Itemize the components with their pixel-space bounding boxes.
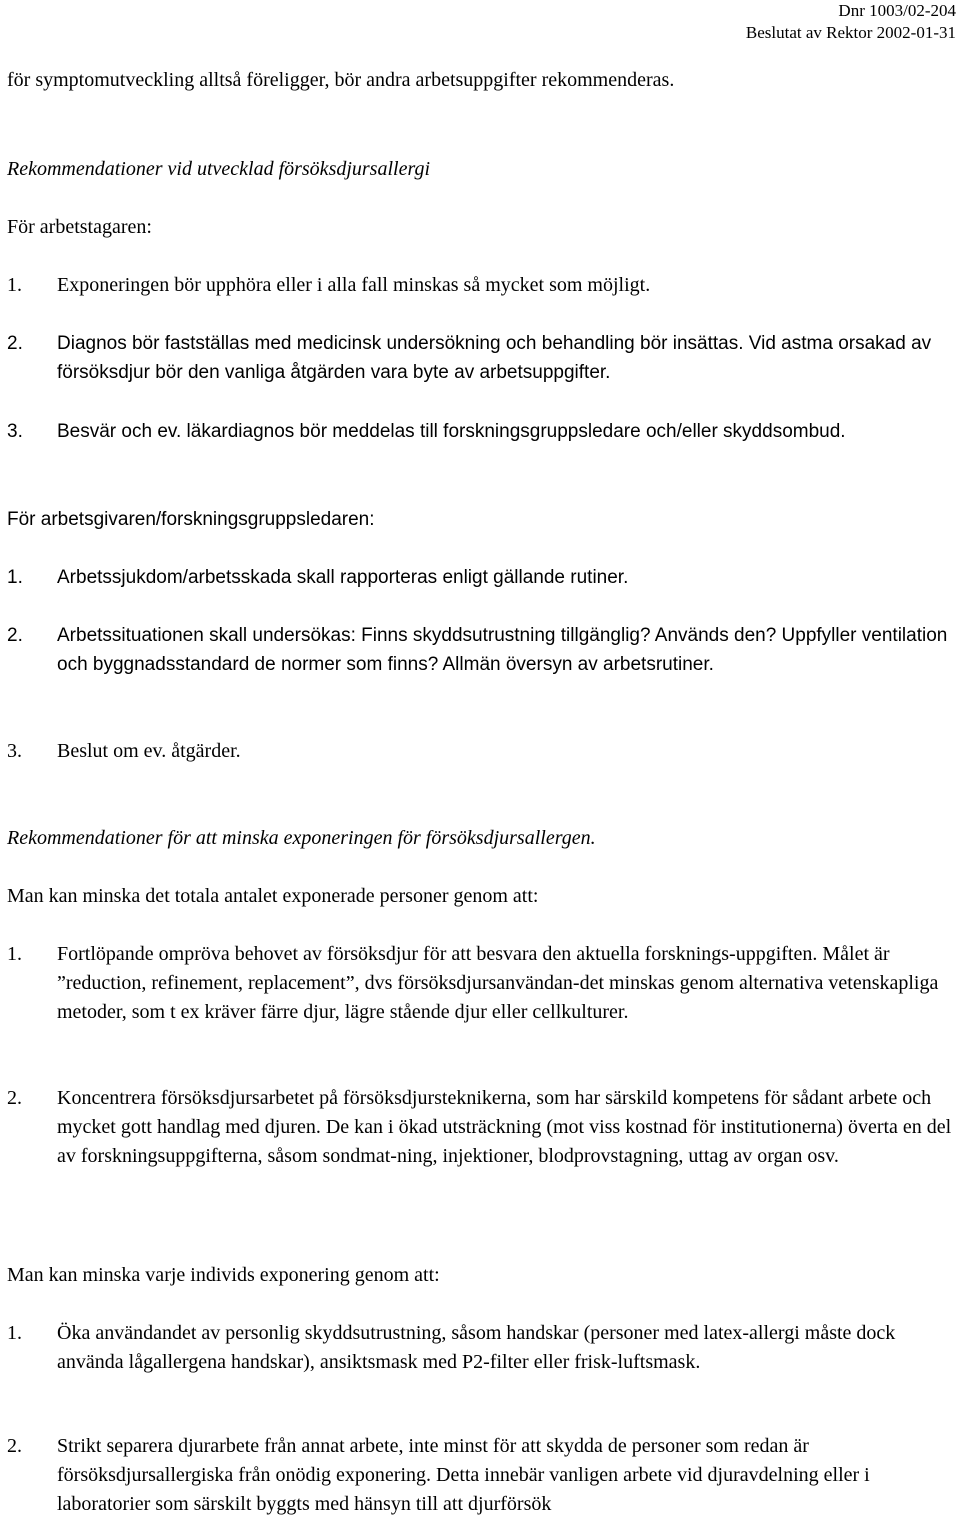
list-item (7, 271, 952, 300)
list-text: Fortlöpande ompröva behovet av försöksdjur för att besvara den aktuella forsknings-uppgiften. Målet är ”reduction, refinement, replacement”, dvs försöksdjursanvändan-det minskas genom alternativa vetenskapliga metoder, som t ex kräver färre djur, lägre stående djur eller cellkulturer. (57, 943, 939, 1023)
list-text: Beslut om ev. åtgärder. (57, 740, 241, 762)
list-item (7, 417, 952, 446)
list-text: Diagnos bör fastställas med medicinsk undersökning och behandling bör insättas. Vid astma orsakad av försöksdjur bör den vanliga åtgärden vara byte av arbetsuppgifter. (57, 333, 932, 383)
employer-label: För arbetsgivaren/forskningsgruppsledaren: (7, 509, 375, 530)
list-number: 2. (7, 1087, 22, 1109)
list-number: 1. (7, 943, 22, 965)
list-item (7, 563, 952, 592)
list-item (7, 737, 952, 766)
list-number: 2. (7, 333, 23, 354)
list-number: 2. (7, 1435, 22, 1457)
decision-date: Beslutat av Rektor 2002-01-31 (745, 23, 956, 42)
list-number: 2. (7, 625, 23, 646)
list-text: Arbetssituationen skall undersökas: Finns skyddsutrustning tillgänglig? Används den? Uppfyller ventilation och byggnadsstandard de normer som finns? Allmän översyn av arbetsrutiner. (57, 625, 948, 675)
dnr-number: Dnr 1003/02-204 (838, 1, 956, 20)
list-item (7, 1319, 952, 1377)
list-text: Koncentrera försöksdjursarbetet på försöksdjursteknikerna, som har särskild kompetens för sådant arbete och mycket gott handlag med djuren. De kan i ökad utsträckning (mot viss kostnad för institutionerna) överta en del av forskningsuppgifterna, såsom sondmat-ning, injektioner, blodprovstagning, uttag av organ osv. (57, 1087, 952, 1167)
section-heading-exposure: Rekommendationer för att minska exponeringen för försöksdjursallergen. (7, 827, 596, 849)
individual-label: Man kan minska varje individs exponering genom att: (7, 1264, 440, 1286)
list-item (7, 940, 952, 1027)
list-text: Strikt separera djurarbete från annat arbete, inte minst för att skydda de personer som redan är försöksdjursallergiska från onödig exponering. Detta innebär vanligen arbete vid djuravdelning eller i laboratorier som särskilt byggts med hänsyn till att djurförsök (57, 1435, 870, 1515)
group-label: Man kan minska det totala antalet exponerade personer genom att: (7, 885, 539, 907)
list-item (7, 1084, 952, 1171)
list-number: 1. (7, 1322, 22, 1344)
list-number: 1. (7, 274, 22, 296)
list-number: 1. (7, 567, 23, 588)
employee-label: För arbetstagaren: (7, 216, 152, 238)
list-item (7, 329, 952, 387)
list-number: 3. (7, 740, 22, 762)
list-text: Arbetssjukdom/arbetsskada skall rapporteras enligt gällande rutiner. (57, 567, 629, 588)
list-number: 3. (7, 421, 23, 442)
list-item (7, 621, 952, 679)
section-heading-allergy: Rekommendationer vid utvecklad försöksdjursallergi (7, 158, 431, 180)
intro-text: för symptomutveckling alltså föreligger, bör andra arbetsuppgifter rekommenderas. (7, 69, 675, 91)
list-text: Öka användandet av personlig skyddsutrustning, såsom handskar (personer med latex-allergi måste dock använda lågallergena handskar), ansiktsmask med P2-filter eller frisk-luftsmask. (57, 1322, 896, 1373)
list-text: Exponeringen bör upphöra eller i alla fall minskas så mycket som möjligt. (57, 274, 651, 296)
list-item (7, 1432, 952, 1519)
document-header (746, 0, 956, 44)
list-text: Besvär och ev. läkardiagnos bör meddelas till forskningsgruppsledare och/eller skyddsombud. (57, 421, 846, 442)
